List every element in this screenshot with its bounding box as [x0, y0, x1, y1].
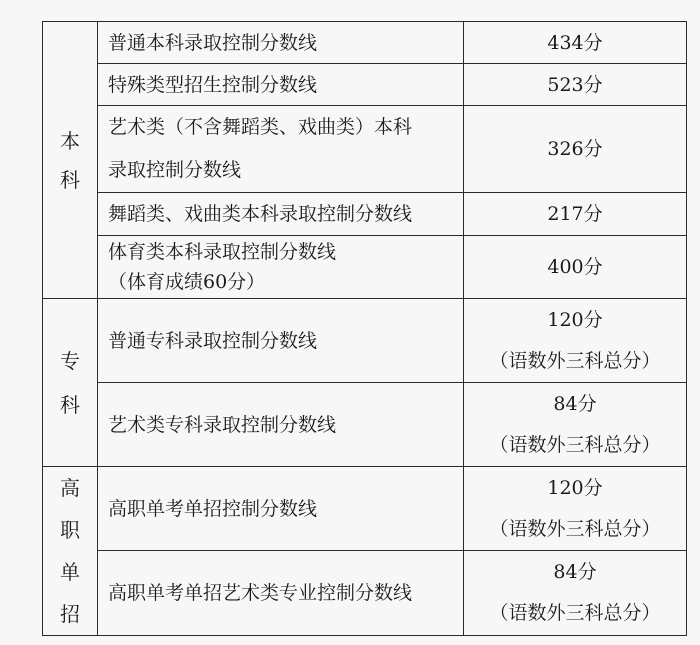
score-value: 326分: [464, 106, 687, 193]
table-row: [43, 64, 687, 106]
score-value: 217分: [464, 193, 687, 236]
category-cell-zhuanke: [43, 299, 98, 467]
category-char: 招: [60, 602, 80, 626]
score-line-name: 体育类本科录取控制分数线 （体育成绩60分）: [98, 236, 464, 299]
table-row: [43, 299, 687, 383]
table-row: [43, 193, 687, 236]
table-row: [43, 22, 687, 64]
score-line-name: 高职单考单招控制分数线: [98, 467, 464, 551]
category-char: 科: [60, 392, 80, 417]
score-line-name: 艺术类专科录取控制分数线: [98, 383, 464, 467]
category-char: 职: [60, 518, 80, 542]
category-char: 单: [60, 560, 80, 584]
category-char: 高: [60, 476, 80, 500]
score-line-name: 普通专科录取控制分数线: [98, 299, 464, 383]
admission-score-table: [42, 21, 687, 636]
table-row: [43, 106, 687, 193]
score-line-name: 艺术类（不含舞蹈类、戏曲类）本科 录取控制分数线: [98, 106, 464, 193]
score-line-name: 特殊类型招生控制分数线: [98, 64, 464, 106]
category-cell-benke: [43, 22, 98, 299]
score-value: 120分 （语数外三科总分）: [464, 467, 687, 551]
score-value: 120分 （语数外三科总分）: [464, 299, 687, 383]
score-line-name: 高职单考单招艺术类专业控制分数线: [98, 551, 464, 636]
score-line-name: 舞蹈类、戏曲类本科录取控制分数线: [98, 193, 464, 236]
category-char: 本: [60, 128, 80, 153]
table-row: [43, 551, 687, 636]
category-cell-gaozhi: [43, 467, 98, 636]
score-value: 400分: [464, 236, 687, 299]
score-value: 84分 （语数外三科总分）: [464, 383, 687, 467]
category-char: 专: [60, 348, 80, 373]
score-value: 523分: [464, 64, 687, 106]
category-char: 科: [60, 167, 80, 192]
score-value: 84分 （语数外三科总分）: [464, 551, 687, 636]
table-row: [43, 236, 687, 299]
score-value: 434分: [464, 22, 687, 64]
score-line-name: 普通本科录取控制分数线: [98, 22, 464, 64]
table-row: [43, 383, 687, 467]
table-row: [43, 467, 687, 551]
